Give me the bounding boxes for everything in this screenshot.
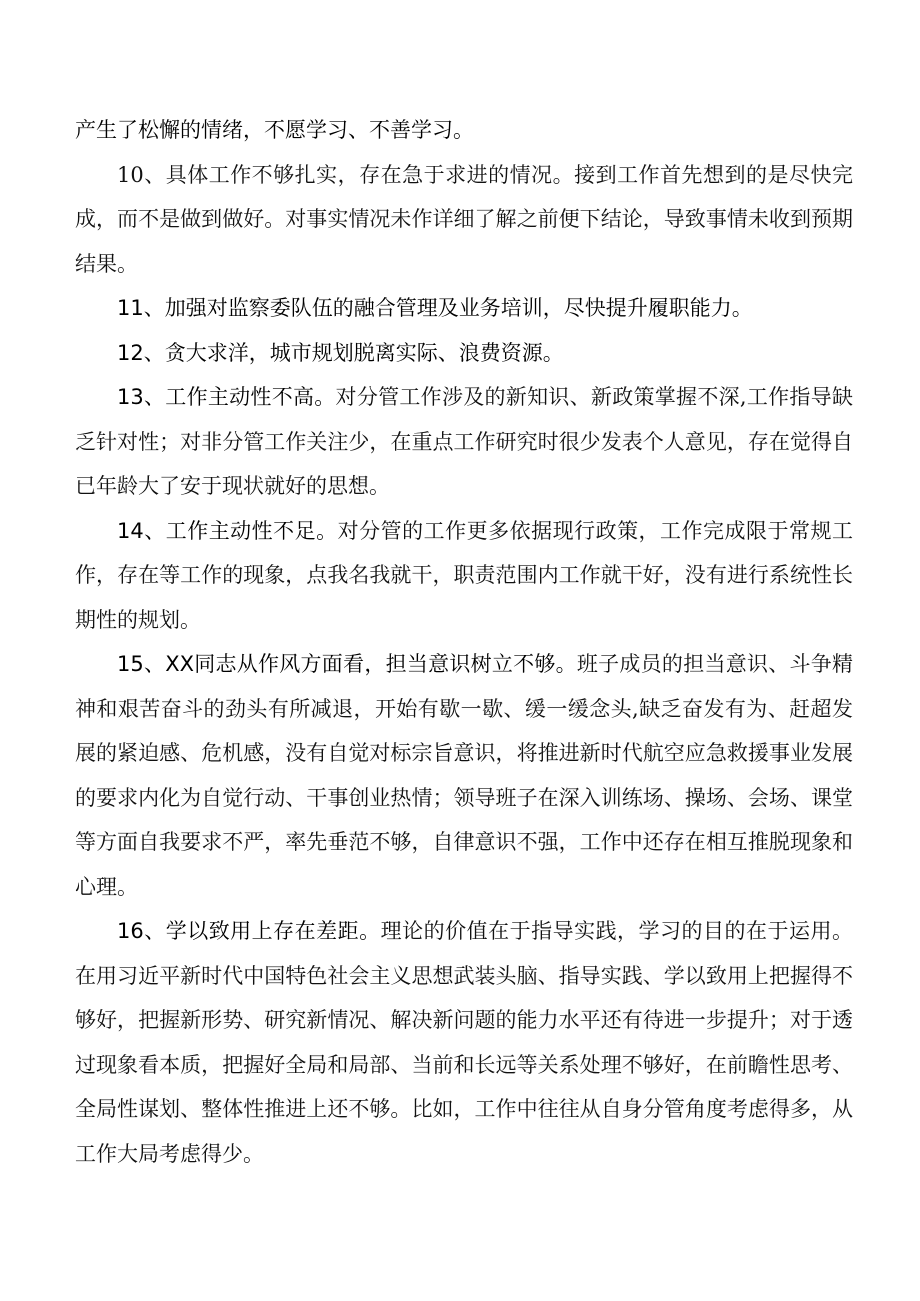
paragraph-item-16 xyxy=(75,909,853,1176)
paragraph-heading: 产生了松懈的情绪，不愿学习、不善学习。 xyxy=(75,118,474,142)
paragraph-heading: 13、工作主动性不高。 xyxy=(117,385,336,409)
paragraph-item-12 xyxy=(75,331,853,376)
paragraph-text: 10、具体工作不够扎实，存在急于求进的情况。接到工作首先想到的是尽快完成，而不是做到做好。对事实情况未作详细了解之前便下结论，导致事情未收到预期结果。 xyxy=(75,162,853,276)
paragraph-text: 对分管工作涉及的新知识、新政策掌握不深,工作指导缺乏针对性；对非分管工作关注少，在重点工作研究时很少发表个人意见，存在觉得自已年龄大了安于现状就好的思想。 xyxy=(75,385,853,498)
paragraph-text: 理论的价值在于指导实践，学习的目的在于运用。在用习近平新时代中国特色社会主义思想武装头脑、指导实践、学以致用上把握得不够好，把握新形势、研究新情况、解决新问题的能力水平还有待进一步提升；对于透过现象看本质，把握好全局和局部、当前和长远等关系处理不够好，在前瞻性思考、全局性谋划、整体性推进上还不够。比如，工作中往往从自身分管角度考虑得多，从工作大局考虑得少。 xyxy=(75,919,853,1166)
paragraph-continuation xyxy=(75,108,853,153)
paragraph-item-10 xyxy=(75,153,853,287)
paragraph-text: 对分管的工作更多依据现行政策，工作完成限于常规工作，存在等工作的现象，点我名我就干，职责范围内工作就干好，没有进行系统性长期性的规划。 xyxy=(75,518,853,632)
paragraph-heading: 14、工作主动性不足。 xyxy=(117,518,338,543)
paragraph-item-13 xyxy=(75,375,853,509)
paragraph-item-14 xyxy=(75,509,853,643)
paragraph-text: 班子成员的担当意识、斗争精神和艰苦奋斗的劲头有所减退，开始有歇一歇、缓一缓念头,缺乏奋发有为、赶超发展的紧迫感、危机感，没有自觉对标宗旨意识，将推进新时代航空应急救援事业发展的要求内化为自觉行动、干事创业热情；领导班子在深入训练场、操场、会场、课堂等方面自我要求不严，率先垂范不够，自律意识不强，工作中还存在相互推脱现象和心理。 xyxy=(75,652,853,899)
paragraph-heading: 16、学以致用上存在差距。 xyxy=(117,919,381,943)
paragraph-heading: 15、XX同志从作风方面看，担当意识树立不够。 xyxy=(117,652,577,676)
document-body xyxy=(75,108,853,1176)
paragraph-item-11 xyxy=(75,286,853,331)
paragraph-heading: 12、贪大求洋，城市规划脱离实际、浪费资源。 xyxy=(117,340,564,365)
paragraph-item-15 xyxy=(75,642,853,909)
paragraph-heading: 11、加强对监察委队伍的融合管理及业务培训，尽快提升履职能力。 xyxy=(117,296,753,320)
